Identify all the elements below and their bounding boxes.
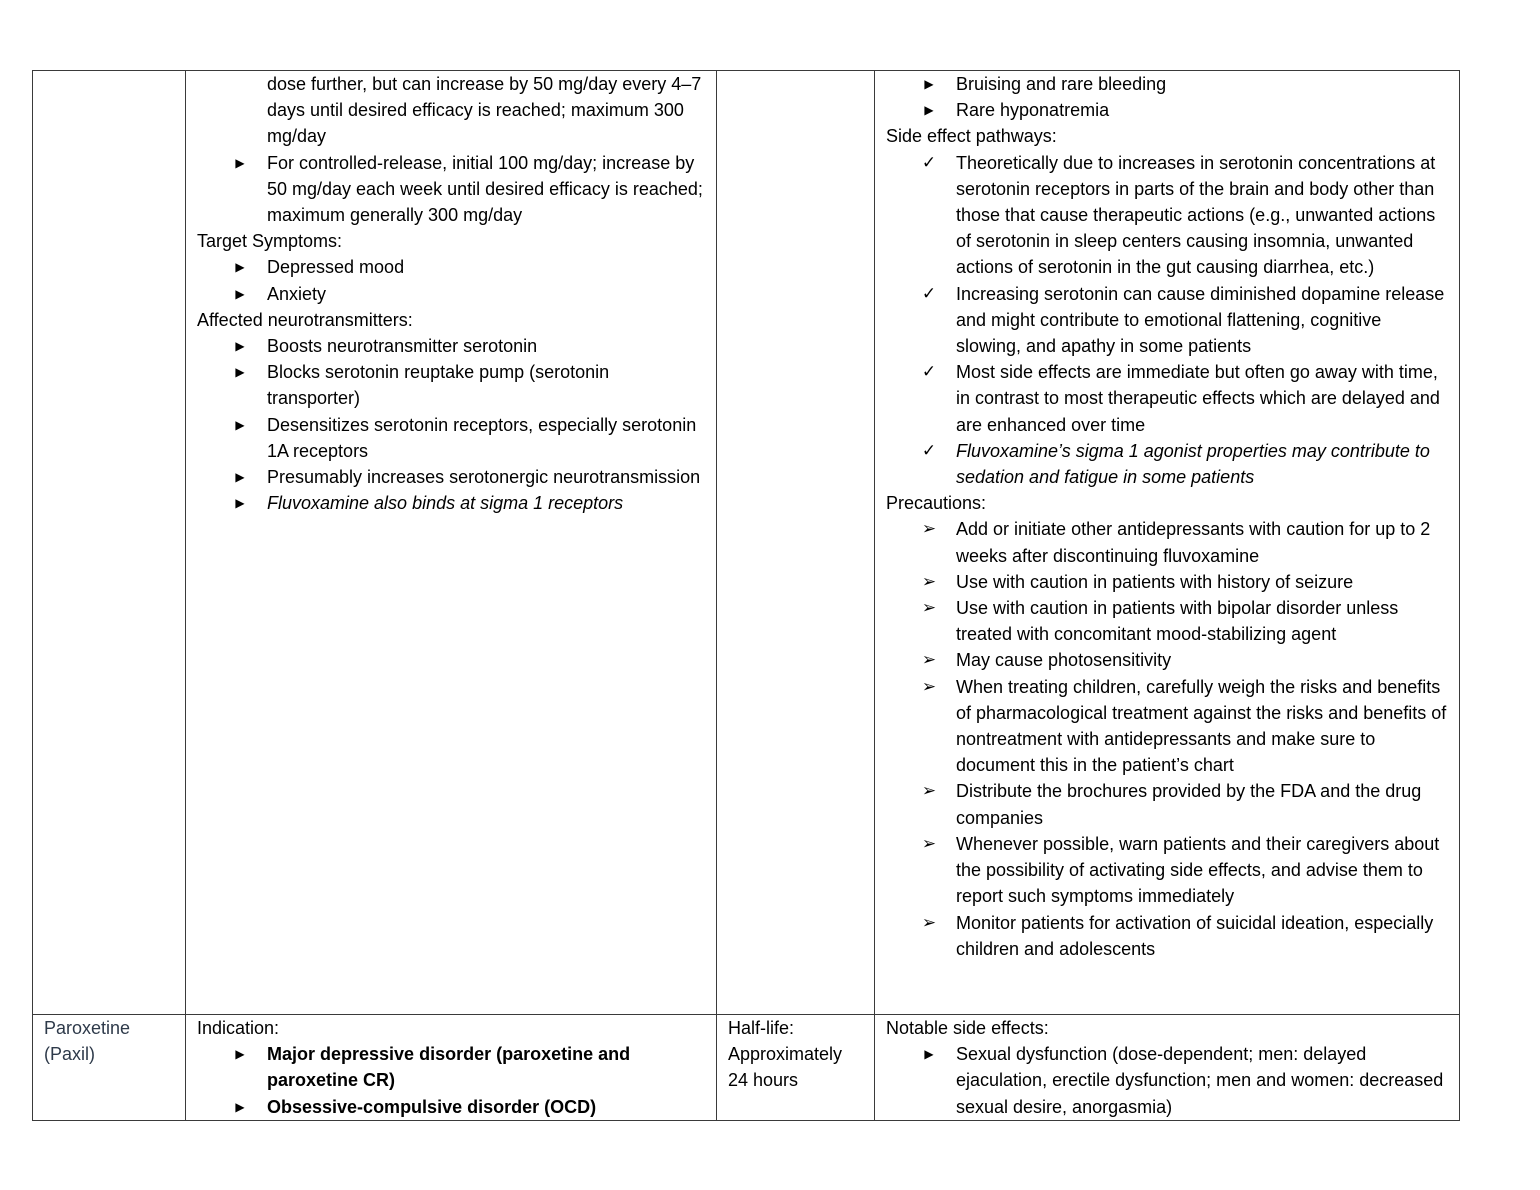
- list-item: [197, 412, 706, 464]
- list-item: [197, 281, 706, 307]
- indication-text: Major depressive disorder (paroxetine and paroxetine CR): [267, 1044, 631, 1091]
- list-item: [886, 1041, 1449, 1120]
- half-life-label: Half-life:: [728, 1018, 795, 1038]
- list-item: [886, 674, 1449, 779]
- pathway-text: Most side effects are immediate but often go away with time, in contrast to most therapeutic effects which are delayed and are enhanced over time: [956, 362, 1440, 435]
- triangle-bullet-icon: ▶: [235, 470, 245, 485]
- list-item: [886, 150, 1449, 281]
- side-effect-text: Rare hyponatremia: [956, 100, 1110, 121]
- drug-name: Paroxetine (Paxil): [44, 1018, 131, 1065]
- triangle-bullet-icon: ▶: [235, 339, 245, 354]
- triangle-bullet-icon: ▶: [235, 286, 245, 301]
- precaution-text: When treating children, carefully weigh the risks and benefits of pharmacological treatment against the risks and benefits of nontreatment with antidepressants and make sure to document this in the patient’s chart: [956, 676, 1447, 776]
- list-item: [886, 71, 1449, 97]
- arrowhead-bullet-icon: ➢: [921, 781, 937, 801]
- precaution-text: Use with caution in patients with bipolar disorder unless treated with concomitant mood-stabilizing agent: [956, 598, 1399, 645]
- arrowhead-bullet-icon: ➢: [921, 571, 937, 591]
- table-row: [33, 71, 1460, 1015]
- indication-text: Obsessive-compulsive disorder (OCD): [267, 1096, 597, 1117]
- checkmark-bullet-icon: ✓: [921, 152, 937, 172]
- checkmark-bullet-icon: ✓: [921, 440, 937, 460]
- precautions-list: [886, 516, 1449, 961]
- precaution-text: Distribute the brochures provided by the FDA and the drug companies: [956, 781, 1422, 828]
- notable-side-effects-label: Notable side effects:: [886, 1018, 1049, 1038]
- triangle-bullet-icon: ▶: [235, 1047, 245, 1062]
- list-item: [197, 333, 706, 359]
- target-symptom-text: Depressed mood: [267, 257, 405, 278]
- precaution-text: May cause photosensitivity: [956, 650, 1172, 671]
- neurotransmitter-text: Desensitizes serotonin receptors, especially serotonin 1A receptors: [267, 414, 697, 461]
- dosing-continuation-text: dose further, but can increase by 50 mg/day every 4–7 days until desired efficacy is reached; maximum 300 mg/day: [267, 74, 702, 147]
- indications-list: [197, 1041, 706, 1120]
- triangle-bullet-icon: ▶: [924, 103, 934, 118]
- triangle-bullet-icon: ▶: [924, 77, 934, 91]
- neurotransmitter-text: Fluvoxamine also binds at sigma 1 receptors: [267, 493, 624, 514]
- arrowhead-bullet-icon: ➢: [921, 519, 937, 539]
- drug-comparison-table: [32, 70, 1460, 1121]
- list-item: [886, 778, 1449, 830]
- list-item: [886, 359, 1449, 438]
- drug-name-cell: [33, 71, 186, 1015]
- list-item: [886, 281, 1449, 360]
- triangle-bullet-icon: ▶: [235, 496, 245, 511]
- target-symptoms-list: [197, 254, 706, 306]
- drug-details-cell: [186, 71, 717, 1015]
- list-item: [886, 595, 1449, 647]
- pharmacokinetics-cell: [717, 1015, 875, 1121]
- neurotransmitters-label: Affected neurotransmitters:: [197, 309, 413, 330]
- half-life-value: Approximately 24 hours: [728, 1044, 843, 1091]
- arrowhead-bullet-icon: ➢: [921, 912, 937, 932]
- precaution-text: Monitor patients for activation of suicidal ideation, especially children and adolescents: [956, 912, 1434, 959]
- side-effect-pathways-list: [886, 150, 1449, 491]
- triangle-bullet-icon: ▶: [235, 260, 245, 275]
- side-effects-list: [886, 71, 1449, 123]
- triangle-bullet-icon: ▶: [235, 155, 245, 170]
- list-item: [886, 97, 1449, 123]
- target-symptoms-label: Target Symptoms:: [197, 231, 343, 252]
- list-item: [197, 490, 706, 516]
- indication-label: Indication:: [197, 1018, 280, 1038]
- side-effect-text: Sexual dysfunction (dose-dependent; men: delayed ejaculation, erectile dysfunction; men and women: decreased sexual desire, anorgasmia): [956, 1044, 1444, 1117]
- target-symptom-text: Anxiety: [267, 283, 327, 304]
- arrowhead-bullet-icon: ➢: [921, 650, 937, 670]
- triangle-bullet-icon: ▶: [235, 365, 245, 380]
- arrowhead-bullet-icon: ➢: [921, 676, 937, 696]
- neurotransmitter-text: Blocks serotonin reuptake pump (serotonin transporter): [267, 362, 610, 409]
- pathway-text: Fluvoxamine’s sigma 1 agonist properties may contribute to sedation and fatigue in some patients: [956, 440, 1430, 488]
- pathway-text: Increasing serotonin can cause diminished dopamine release and might contribute to emotional flattening, cognitive slowing, and apathy in some patients: [956, 283, 1445, 357]
- notable-side-effects-list: [886, 1041, 1449, 1120]
- triangle-bullet-icon: ▶: [235, 417, 245, 432]
- list-item: [197, 359, 706, 411]
- side-effect-text: Bruising and rare bleeding: [956, 74, 1167, 94]
- list-item: [197, 254, 706, 280]
- precaution-text: Add or initiate other antidepressants with caution for up to 2 weeks after discontinuing fluvoxamine: [956, 519, 1431, 566]
- list-item: [886, 647, 1449, 673]
- list-item: [197, 464, 706, 490]
- side-effects-cell: [875, 71, 1460, 1015]
- dosing-list: [197, 150, 706, 229]
- arrowhead-bullet-icon: ➢: [921, 833, 937, 853]
- list-item: [886, 569, 1449, 595]
- triangle-bullet-icon: ▶: [235, 1099, 245, 1114]
- drug-name-cell: [33, 1015, 186, 1121]
- neurotransmitters-list: [197, 333, 706, 516]
- precaution-text: Whenever possible, warn patients and their caregivers about the possibility of activating side effects, and advise them to report such symptoms immediately: [956, 833, 1440, 907]
- table-row: [33, 1015, 1460, 1121]
- checkmark-bullet-icon: ✓: [921, 362, 937, 382]
- list-item: [197, 1094, 706, 1120]
- side-effects-cell: [875, 1015, 1460, 1121]
- drug-details-cell: [186, 1015, 717, 1121]
- dosing-item-text: For controlled-release, initial 100 mg/day; increase by 50 mg/day each week until desired efficacy is reached; maximum generally 300 mg/day: [267, 152, 703, 226]
- list-item: [886, 516, 1449, 568]
- list-item: [886, 831, 1449, 910]
- neurotransmitter-text: Presumably increases serotonergic neurotransmission: [267, 467, 701, 488]
- pharmacokinetics-cell: [717, 71, 875, 1015]
- list-item: [197, 1041, 706, 1093]
- list-item: [886, 910, 1449, 962]
- list-item: [197, 150, 706, 229]
- triangle-bullet-icon: ▶: [924, 1047, 934, 1062]
- arrowhead-bullet-icon: ➢: [921, 598, 937, 618]
- side-effect-pathways-label: Side effect pathways:: [886, 126, 1057, 147]
- neurotransmitter-text: Boosts neurotransmitter serotonin: [267, 336, 538, 357]
- checkmark-bullet-icon: ✓: [921, 283, 937, 303]
- precautions-label: Precautions:: [886, 493, 987, 514]
- list-item: [886, 438, 1449, 490]
- pathway-text: Theoretically due to increases in serotonin concentrations at serotonin receptors in parts of the brain and body other than those that cause therapeutic actions (e.g., unwanted actions of serotonin in sleep centers causing insomnia, unwanted actions of serotonin in the gut causing diarrhea, etc.): [956, 152, 1436, 278]
- precaution-text: Use with caution in patients with history of seizure: [956, 571, 1354, 592]
